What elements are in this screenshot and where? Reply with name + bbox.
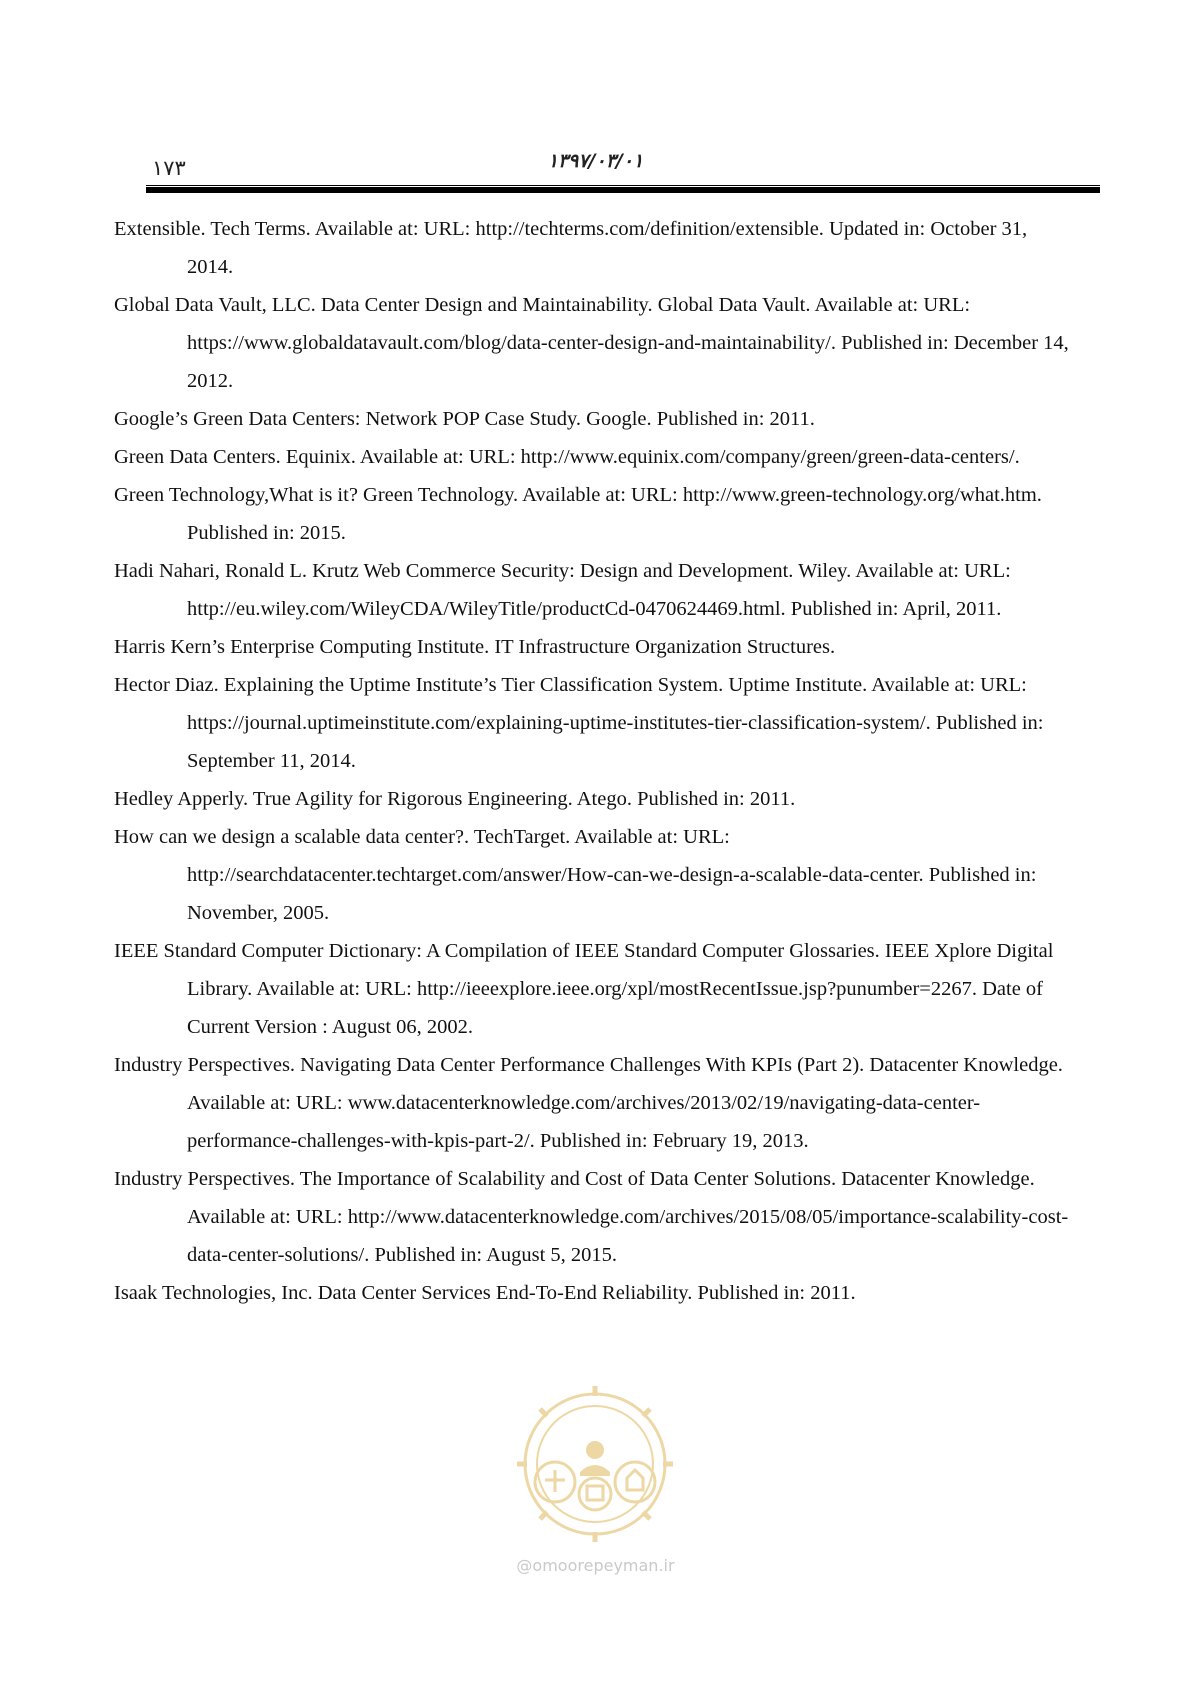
- header-rule-thin: [146, 185, 1100, 186]
- reference-entry: Google’s Green Data Centers: Network POP Case Study. Google. Published in: 2011.: [114, 408, 815, 430]
- watermark-logo: [500, 1372, 690, 1552]
- reference-entry: Green Data Centers. Equinix. Available at: URL: http://www.equinix.com/company/green/green-data-centers/.: [114, 446, 1020, 468]
- reference-entry: Hector Diaz. Explaining the Uptime Institute’s Tier Classification System. Uptime Institute. Available at: URL: https://journal.uptimeinstitute.com/explaining-uptime-institutes-tier-classification-system/. Published in: September 11, 2014.: [114, 674, 1044, 772]
- reference-entry: Industry Perspectives. The Importance of Scalability and Cost of Data Center Solutions. Datacenter Knowledge. Available at: URL: http://www.datacenterknowledge.com/archives/2015/08/05/importance-scalability-cost-data-center-solutions/. Published in: August 5, 2015.: [114, 1168, 1069, 1266]
- reference-entry: Extensible. Tech Terms. Available at: URL: http://techterms.com/definition/extensible. Updated in: October 31, 2014.: [114, 218, 1028, 278]
- reference-list: [114, 210, 1074, 1312]
- reference-entry: Industry Perspectives. Navigating Data Center Performance Challenges With KPIs (Part 2). Datacenter Knowledge. Available at: URL: www.datacenterknowledge.com/archives/2013/02/19/navigating-data-center-performance-challenges-with-kpis-part-2/. Published in: February 19, 2013.: [114, 1054, 1063, 1152]
- reference-entry: Green Technology,What is it? Green Technology. Available at: URL: http://www.green-technology.org/what.htm. Published in: 2015.: [114, 484, 1042, 544]
- header-rule-thick: [146, 187, 1100, 193]
- reference-entry: Hedley Apperly. True Agility for Rigorous Engineering. Atego. Published in: 2011.: [114, 788, 796, 810]
- header-date: ۱۳۹۷/۰۳/۰۱: [547, 150, 644, 172]
- reference-entry: Isaak Technologies, Inc. Data Center Services End-To-End Reliability. Published in: 2011.: [114, 1282, 856, 1304]
- reference-entry: How can we design a scalable data center?. TechTarget. Available at: URL: http://searchdatacenter.techtarget.com/answer/How-can-we-design-a-scalable-data-center. Published in: November, 2005.: [114, 826, 1037, 924]
- reference-entry: Global Data Vault, LLC. Data Center Design and Maintainability. Global Data Vault. Available at: URL: https://www.globaldatavault.com/blog/data-center-design-and-maintainability/. Published in: December 14, 2012.: [114, 294, 1069, 392]
- page-number: ۱۷۳: [152, 156, 186, 180]
- reference-entry: Hadi Nahari, Ronald L. Krutz Web Commerce Security: Design and Development. Wiley. Available at: URL: http://eu.wiley.com/WileyCDA/WileyTitle/productCd-0470624469.html. Published in: April, 2011.: [114, 560, 1011, 620]
- reference-entry: IEEE Standard Computer Dictionary: A Compilation of IEEE Standard Computer Glossaries. IEEE Xplore Digital Library. Available at: URL: http://ieeexplore.ieee.org/xpl/mostRecentIssue.jsp?punumber=2267. Date of Current Version : August 06, 2002.: [114, 940, 1054, 1038]
- watermark-site: @omoorepeyman.ir: [516, 1556, 675, 1575]
- reference-entry: Harris Kern’s Enterprise Computing Institute. IT Infrastructure Organization Structures.: [114, 636, 836, 658]
